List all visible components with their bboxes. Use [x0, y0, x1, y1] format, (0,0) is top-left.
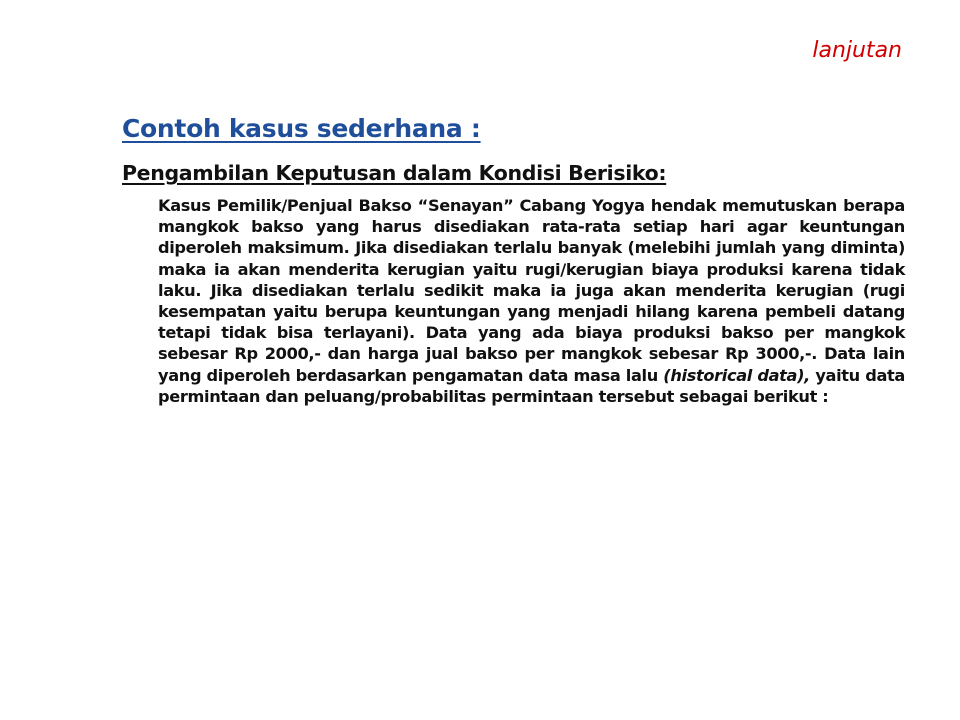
- continuation-label: lanjutan: [812, 38, 902, 63]
- case-description-paragraph: [158, 195, 905, 407]
- paragraph-text-part-1: Kasus Pemilik/Penjual Bakso “Senayan” Cabang Yogya hendak memutuskan berapa mangkok bakso yang harus disediakan rata-rata setiap hari agar keuntungan diperoleh maksimum. Jika disediakan terlalu banyak (melebihi jumlah yang diminta) maka ia akan menderita kerugian yaitu rugi/kerugian biaya produksi karena tidak laku. Jika disediakan terlalu sedikit maka ia juga akan menderita kerugian (rugi kesempatan yaitu berupa keuntungan yang menjadi hilang karena pembeli datang tetapi tidak bisa terlayani). Data yang ada biaya produksi bakso per mangkok sebesar Rp 2000,- dan harga jual bakso per mangkok sebesar Rp 3000,-. Data lain yang diperoleh berdasarkan pengamatan data masa lalu: [158, 196, 905, 385]
- slide-heading: Contoh kasus sederhana :: [122, 114, 481, 143]
- slide-subheading: Pengambilan Keputusan dalam Kondisi Berisiko:: [122, 161, 667, 185]
- paragraph-text-part-2: yaitu data permintaan dan peluang/probabilitas permintaan tersebut sebagai berikut :: [158, 365, 905, 406]
- paragraph-italic-term: (historical data),: [663, 365, 810, 385]
